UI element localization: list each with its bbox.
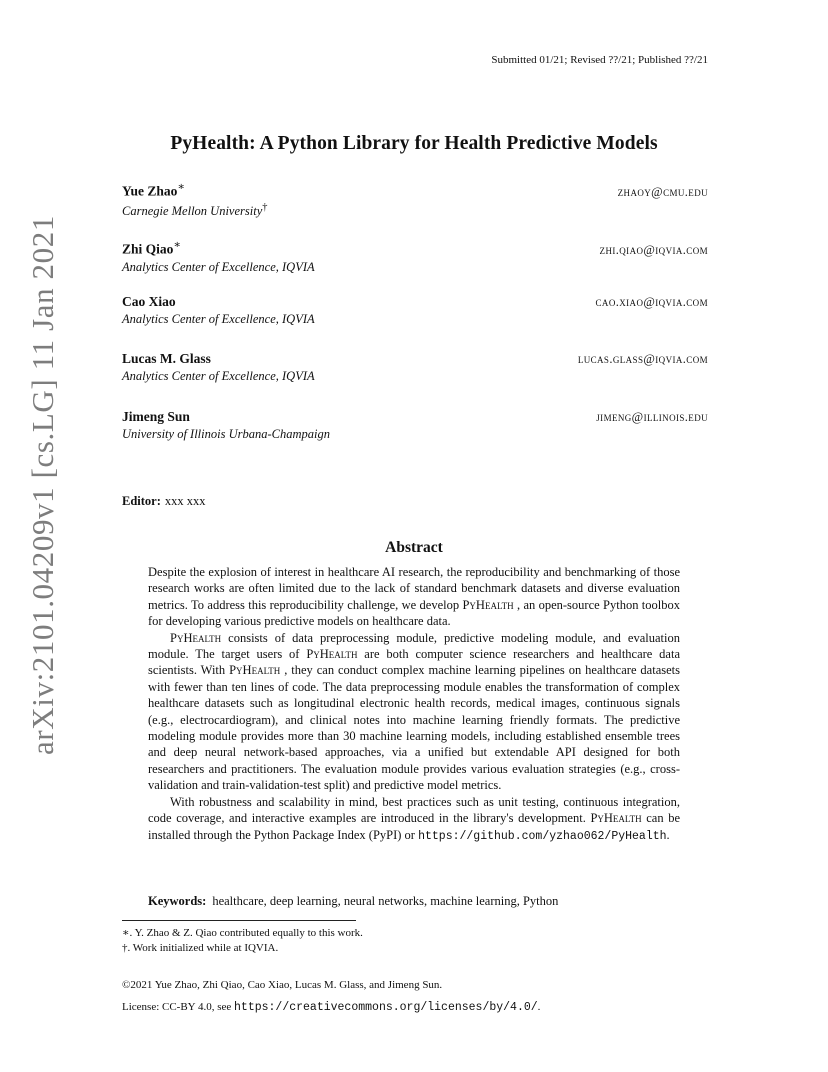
author-block (122, 351, 708, 384)
author-name: Cao Xiao (122, 294, 176, 309)
keywords-label: Keywords: (148, 894, 207, 908)
author-email[interactable]: cao.xiao@iqvia.com (595, 295, 708, 309)
abstract-paragraph: Despite the explosion of interest in healthcare AI research, the reproducibility and benchmarking of those research works are often limited due to the lack of standard benchmark datasets and diverse evaluation metrics. To address this reproducibility challenge, we develop PyHealth , an open-source Python toolbox for developing various predictive models on healthcare data. (148, 565, 680, 629)
author-block (122, 409, 708, 442)
license-line: License: CC-BY 4.0, see https://creativecommons.org/licenses/by/4.0/. (122, 1001, 541, 1014)
abstract-paragraph: With robustness and scalability in mind, best practices such as unit testing, continuous integration, code coverage, and interactive examples are introduced in the library's development. PyHealth can be installed through the Python Package Index (PyPI) or https://github.com/yzhao062/PyHealth. (148, 794, 680, 843)
author-email[interactable]: zhaoy@cmu.edu (617, 184, 708, 199)
submission-note: Submitted 01/21; Revised ??/21; Published ??/21 (491, 54, 708, 66)
author-block (122, 180, 708, 219)
github-link[interactable]: https://github.com/yzhao062/PyHealth (418, 829, 667, 843)
abstract-body (148, 564, 680, 845)
author-name: Yue Zhao∗ (122, 181, 186, 199)
footnote: †. Work initialized while at IQVIA. (122, 942, 279, 954)
copyright-line: ©2021 Yue Zhao, Zhi Qiao, Cao Xiao, Lucas M. Glass, and Jimeng Sun. (122, 979, 443, 991)
author-affiliation: Analytics Center of Excellence, IQVIA (122, 312, 315, 326)
author-name: Zhi Qiao∗ (122, 239, 182, 257)
keywords-line (148, 894, 558, 909)
author-name: Lucas M. Glass (122, 351, 211, 366)
footnotes (122, 926, 363, 956)
arxiv-identifier: arXiv:2101.04209v1 [cs.LG] 11 Jan 2021 (25, 215, 60, 755)
author-email[interactable]: lucas.glass@iqvia.com (577, 352, 708, 366)
author-email[interactable]: zhi.qiao@iqvia.com (599, 242, 708, 257)
paper-title: PyHealth: A Python Library for Health Predictive Models (170, 133, 658, 154)
author-email[interactable]: jimeng@illinois.edu (596, 410, 708, 424)
footnote: ∗. Y. Zhao & Z. Qiao contributed equally to this work. (122, 927, 363, 939)
author-affiliation: Carnegie Mellon University† (122, 201, 268, 218)
author-affiliation: Analytics Center of Excellence, IQVIA (122, 369, 315, 383)
footnote-divider (122, 920, 356, 921)
abstract-paragraph: PyHealth consists of data preprocessing module, predictive modeling module, and evaluation module. The target users of PyHealth are both computer science researchers and healthcare data scientists. With PyHealth , they can conduct complex machine learning pipelines on healthcare datasets with fewer than ten lines of code. The data preprocessing module enables the transformation of complex healthcare datasets such as longitudinal electronic health records, medical images, continuous signals (e.g., electrocardiogram), and clinical notes into machine learning friendly formats. The predictive modeling module provides more than 30 machine learning models, including established ensemble trees and deep neural network-based approaches, via a unified but extendable API designed for both researchers and practitioners. The evaluation module provides various evaluation strategies (e.g., cross-validation and train-validation-test split) and predictive model metrics. (148, 630, 680, 793)
editor-label: Editor: (122, 494, 161, 508)
author-block (122, 238, 708, 275)
author-block (122, 294, 708, 327)
license-link[interactable]: https://creativecommons.org/licenses/by/4.0/ (234, 1001, 538, 1014)
keywords-value: healthcare, deep learning, neural networks, machine learning, Python (212, 894, 559, 908)
author-affiliation: University of Illinois Urbana-Champaign (122, 427, 330, 441)
editor-line (122, 494, 206, 509)
author-affiliation: Analytics Center of Excellence, IQVIA (122, 259, 315, 274)
editor-value: xxx xxx (164, 494, 206, 508)
author-name: Jimeng Sun (122, 409, 190, 424)
abstract-heading: Abstract (385, 539, 443, 556)
